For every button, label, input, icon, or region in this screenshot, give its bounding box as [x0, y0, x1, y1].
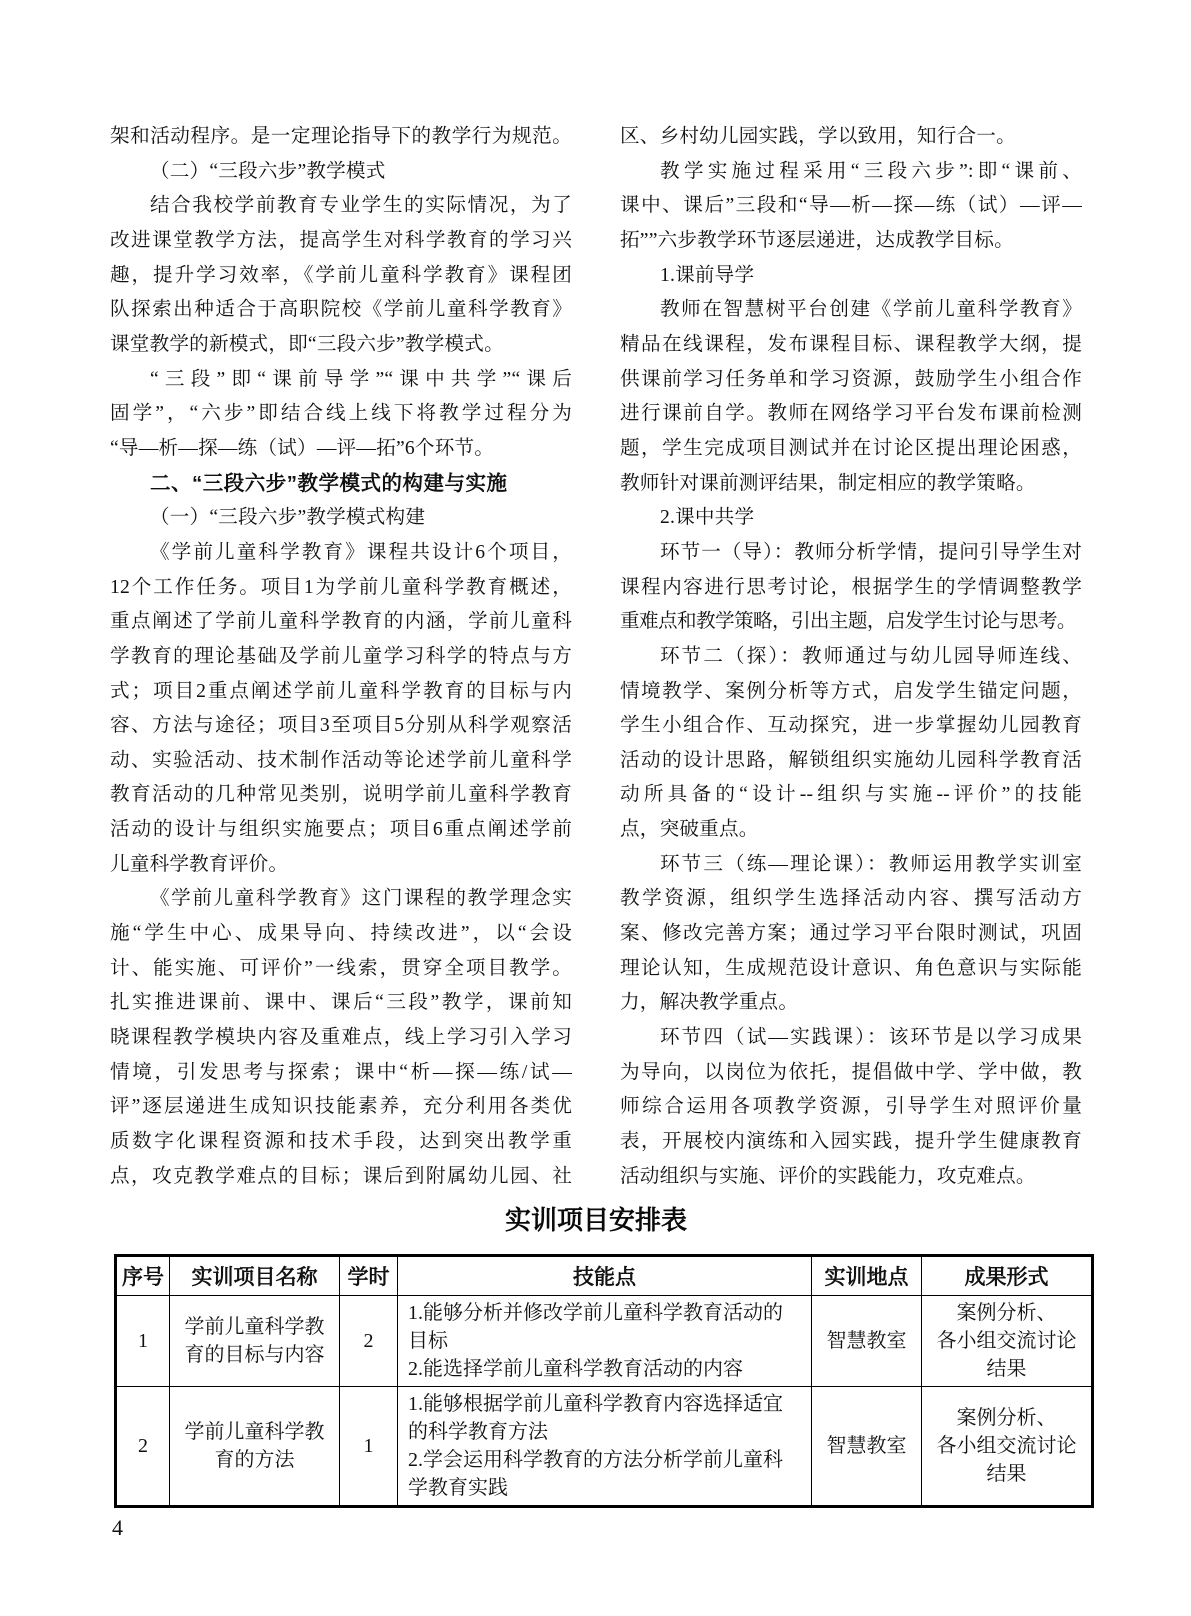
text-line: 精品在线课程，发布课程目标、课程教学大纲，提 — [620, 333, 1082, 355]
cell-skill-points — [398, 1296, 812, 1387]
text-line: 结合我校学前教育专业学生的实际情况，为了 — [150, 195, 572, 217]
text-line: 学教育的理论基础及学前儿童学习科学的特点与方 — [110, 645, 572, 667]
text-line: 教学资源，组织学生选择活动内容、撰写活动方 — [620, 888, 1082, 910]
text-line: 动所具备的“设计--组织与实施--评价”的技能 — [620, 784, 1082, 806]
text-line: （一）“三段六步”教学模式构建 — [150, 507, 426, 529]
training-table — [114, 1254, 1094, 1508]
text-column-left — [110, 120, 572, 1194]
text-line: 儿童科学教育评价。 — [110, 853, 289, 875]
cell-hours: 1 — [340, 1387, 398, 1507]
skill-item: 1.能够分析并修改学前儿童科学教育活动的目标 — [408, 1302, 783, 1352]
text-line: 改进课堂教学方法，提高学生对科学教育的学习兴 — [110, 229, 572, 251]
text-line: 活动组织与实施、评价的实践能力，攻克难点。 — [620, 1165, 1036, 1187]
text-line: 供课前学习任务单和学习资源，鼓励学生小组合作 — [620, 368, 1082, 390]
table-header-cell: 成果形式 — [922, 1256, 1093, 1296]
table-body — [116, 1296, 1093, 1507]
table-header-row — [116, 1256, 1093, 1296]
cell-location: 智慧教室 — [812, 1387, 922, 1507]
text-line: 教学实施过程采用“三段六步”:即“课前、 — [660, 160, 1082, 182]
text-line: 教师在智慧树平台创建《学前儿童科学教育》 — [660, 299, 1082, 321]
text-line: （二）“三段六步”教学模式 — [150, 160, 386, 182]
table-header-cell: 学时 — [340, 1256, 398, 1296]
text-line: 1.课前导学 — [660, 264, 755, 286]
text-line: 理论认知，生成规范设计意识、角色意识与实际能 — [620, 957, 1082, 979]
text-line: 表，开展校内演练和入园实践，提升学生健康教育 — [620, 1131, 1082, 1153]
text-line: 架和活动程序。是一定理论指导下的教学行为规范。 — [110, 126, 572, 147]
text-line: 重难点和教学策略，引出主题，启发学生讨论与思考。 — [620, 611, 1076, 633]
text-line: 《学前儿童科学教育》课程共设计6个项目， — [150, 541, 572, 563]
cell-outcome: 案例分析、 各小组交流讨论 结果 — [922, 1387, 1093, 1507]
table-row — [116, 1387, 1093, 1507]
cell-index: 1 — [116, 1296, 170, 1387]
text-line: 环节三（练—理论课）：教师运用教学实训室 — [660, 853, 1082, 875]
skill-item: 2.能选择学前儿童科学教育活动的内容 — [408, 1358, 743, 1380]
page-number: 4 — [112, 1515, 123, 1540]
text-line: 12个工作任务。项目1为学前儿童科学教育概述， — [110, 576, 572, 598]
cell-project-name: 学前儿童科学教育的方法 — [170, 1387, 340, 1507]
body-text — [110, 120, 1082, 1194]
table-header-cell: 实训地点 — [812, 1256, 922, 1296]
text-line: 区、乡村幼儿园实践，学以致用，知行合一。 — [620, 126, 1016, 147]
text-line: 重点阐述了学前儿童科学教育的内涵，学前儿童科 — [110, 611, 572, 633]
table-header-cell: 实训项目名称 — [170, 1256, 340, 1296]
text-line: 课堂教学的新模式，即“三段六步”教学模式。 — [110, 333, 504, 355]
text-line: 环节四（试—实践课）：该环节是以学习成果 — [660, 1027, 1082, 1049]
text-line: 学生小组合作、互动探究，进一步掌握幼儿园教育 — [620, 715, 1082, 737]
text-line: 情境教学、案例分析等方式，启发学生锚定问题， — [620, 680, 1082, 702]
cell-skill-points — [398, 1387, 812, 1507]
text-line: 点，攻克教学难点的目标；课后到附属幼儿园、社 — [110, 1165, 572, 1187]
text-line: 环节一（导）：教师分析学情，提问引导学生对 — [660, 541, 1082, 563]
table-header-cell: 序号 — [116, 1256, 170, 1296]
text-line: 课中、课后”三段和“导—析—探—练（试）—评— — [620, 195, 1082, 217]
text-line: 施“学生中心、成果导向、持续改进”，以“会设 — [110, 923, 572, 945]
text-line: 活动的设计与组织实施要点；项目6重点阐述学前 — [110, 819, 572, 841]
text-line: 拓””六步教学环节逐层递进，达成教学目标。 — [620, 229, 1014, 251]
text-line: 进行课前自学。教师在网络学习平台发布课前检测 — [620, 403, 1082, 425]
text-line: 活动的设计思路，解锁组织实施幼儿园科学教育活 — [620, 749, 1082, 771]
cell-index: 2 — [116, 1387, 170, 1507]
table-title: 实训项目安排表 — [504, 1205, 687, 1235]
text-line: 容、方法与途径；项目3至项目5分别从科学观察活 — [110, 715, 572, 737]
text-line: “三段”即“课前导学”“课中共学”“课后 — [150, 368, 572, 390]
text-line: 力，解决教学重点。 — [620, 992, 799, 1014]
text-line: 师综合运用各项教学资源，引导学生对照评价量 — [620, 1096, 1082, 1118]
text-line: 队探索出种适合于高职院校《学前儿童科学教育》 — [110, 299, 572, 321]
text-line: 教育活动的几种常见类别，说明学前儿童科学教育 — [110, 784, 572, 806]
text-line: 案、修改完善方案；通过学习平台限时测试，巩固 — [620, 923, 1082, 945]
text-line: “导—析—探—练（试）—评—拓”6个环节。 — [110, 437, 495, 459]
text-line: 扎实推进课前、课中、课后“三段”教学，课前知 — [110, 992, 572, 1014]
table-row — [116, 1296, 1093, 1387]
text-line: 为导向，以岗位为依托，提倡做中学、学中做，教 — [620, 1061, 1082, 1083]
text-line: 式；项目2重点阐述学前儿童科学教育的目标与内 — [110, 680, 572, 702]
text-line: 计、能实施、可评价”一线索，贯穿全项目教学。 — [110, 957, 572, 979]
text-line: 《学前儿童科学教育》这门课程的教学理念实 — [150, 888, 572, 910]
text-line: 固学”，“六步”即结合线上线下将教学过程分为 — [110, 403, 572, 425]
skill-item: 2.学会运用科学教育的方法分析学前儿童科学教育实践 — [408, 1449, 783, 1499]
text-line: 环节二（探）：教师通过与幼儿园导师连线、 — [660, 645, 1082, 667]
cell-project-name: 学前儿童科学教育的目标与内容 — [170, 1296, 340, 1387]
training-table-wrap — [114, 1254, 1091, 1508]
table-header-cell: 技能点 — [398, 1256, 812, 1296]
skill-item: 1.能够根据学前儿童科学教育内容选择适宜的科学教育方法 — [408, 1393, 783, 1443]
text-line: 课程内容进行思考讨论，根据学生的学情调整教学 — [620, 576, 1082, 598]
section-heading: 二、“三段六步”教学模式的构建与实施 — [150, 471, 508, 495]
cell-hours: 2 — [340, 1296, 398, 1387]
text-line: 质数字化课程资源和技术手段，达到突出教学重 — [110, 1131, 572, 1153]
text-line: 题，学生完成项目测试并在讨论区提出理论困惑， — [620, 437, 1082, 459]
text-line: 评”逐层递进生成知识技能素养，充分利用各类优 — [110, 1096, 572, 1118]
text-line: 情境，引发思考与探索；课中“析—探—练/试— — [110, 1061, 572, 1083]
text-line: 点，突破重点。 — [620, 819, 759, 841]
cell-location: 智慧教室 — [812, 1296, 922, 1387]
text-line: 2.课中共学 — [660, 507, 755, 529]
text-line: 晓课程教学模块内容及重难点，线上学习引入学习 — [110, 1027, 572, 1049]
cell-outcome: 案例分析、 各小组交流讨论 结果 — [922, 1296, 1093, 1387]
text-line: 教师针对课前测评结果，制定相应的教学策略。 — [620, 472, 1036, 494]
text-line: 动、实验活动、技术制作活动等论述学前儿童科学 — [110, 749, 572, 771]
text-line: 趣，提升学习效率，《学前儿童科学教育》课程团 — [110, 264, 572, 286]
text-column-right — [620, 120, 1082, 1194]
